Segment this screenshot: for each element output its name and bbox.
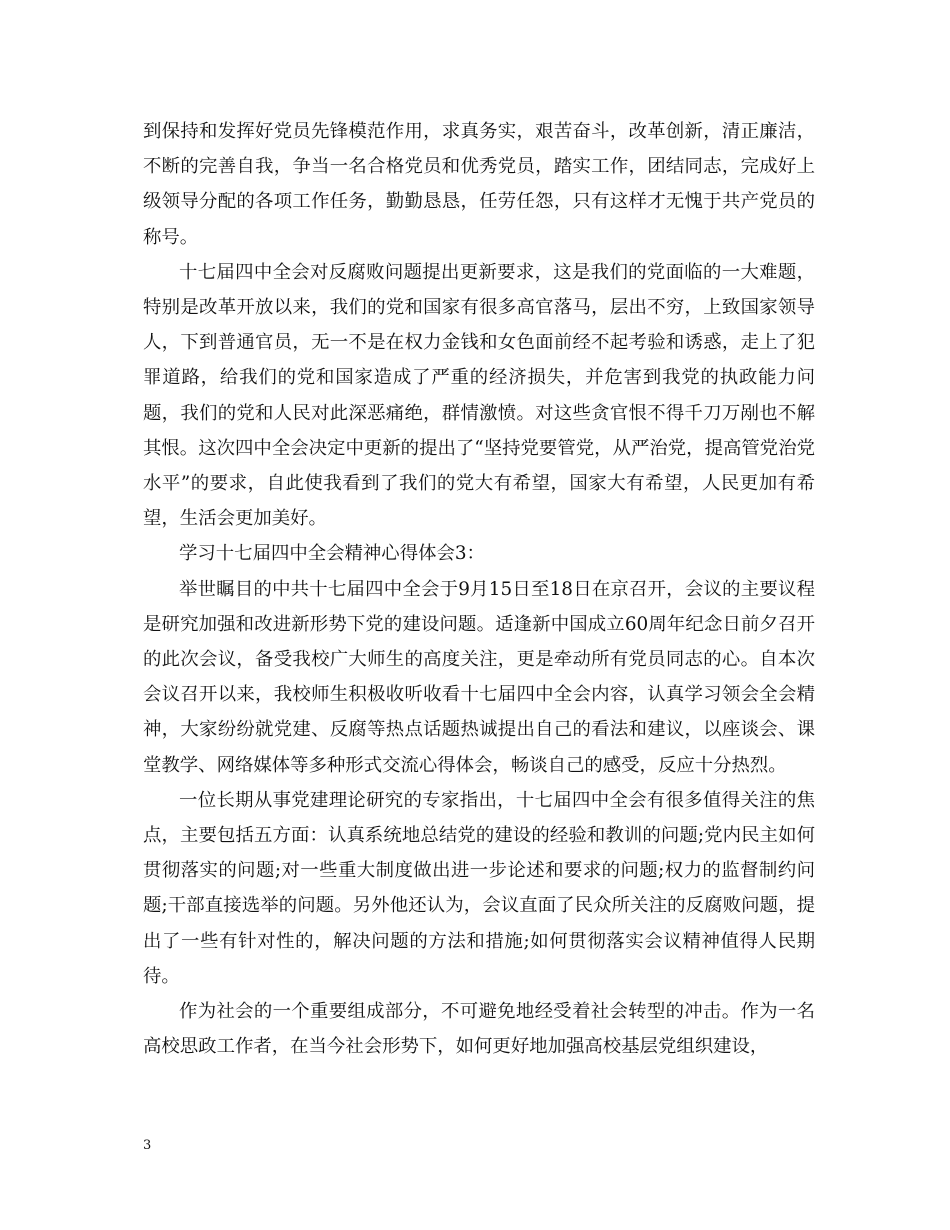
paragraph-4: 一位长期从事党建理论研究的专家指出，十七届四中全会有很多值得关注的焦点，主要包括五方面：认真系统地总结党的建设的经验和教训的问题;党内民主如何贯彻落实的问题;对一些重大制度做出进一步论述和要求的问题;权力的监督制约问题;干部直接选举的问题。另外他还认为，会议直面了民众所关注的反腐败问题，提出了一些有针对性的，解决问题的方法和措施;如何贯彻落实会议精神值得人民期待。 (143, 789, 815, 987)
paragraph-5: 作为社会的一个重要组成部分，不可避免地经受着社会转型的冲击。作为一名高校思政工作者，在当今社会形势下，如何更好地加强高校基层党组织建设， (143, 1001, 815, 1058)
paragraph-3: 举世瞩目的中共十七届四中全会于9月15日至18日在京召开，会议的主要议程是研究加强和改进新形势下党的建设问题。适逢新中国成立60周年纪念日前夕召开的此次会议，备受我校广大师生的高度关注，更是牵动所有党员同志的心。自本次会议召开以来，我校师生积极收听收看十七届四中全会内容，认真学习领会全会精神，大家纷纷就党建、反腐等热点话题热诚提出自己的看法和建议，以座谈会、课堂教学、网络媒体等多种形式交流心得体会，畅谈自己的感受，反应十分热烈。 (143, 578, 815, 776)
page-number: 3 (143, 1138, 152, 1153)
paragraph-1: 到保持和发挥好党员先锋模范作用，求真务实，艰苦奋斗，改革创新，清正廉洁，不断的完善自我，争当一名合格党员和优秀党员，踏实工作，团结同志，完成好上级领导分配的各项工作任务，勤勤恳恳，任劳任怨，只有这样才无愧于共产党员的称号。 (143, 121, 815, 248)
paragraph-2: 十七届四中全会对反腐败问题提出更新要求，这是我们的党面临的一大难题，特别是改革开放以来，我们的党和国家有很多高官落马，层出不穷，上致国家领导人，下到普通官员，无一不是在权力金钱和女色面前经不起考验和诱惑，走上了犯罪道路，给我们的党和国家造成了严重的经济损失，并危害到我党的执政能力问题，我们的党和人民对此深恶痛绝，群情激愤。对这些贪官恨不得千刀万剐也不解其恨。这次四中全会决定中更新的提出了“坚持党要管党，从严治党，提高管党治党水平”的要求，自此使我看到了我们的党大有希望，国家大有希望，人民更加有希望，生活会更加美好。 (143, 261, 815, 530)
section-heading: 学习十七届四中全会精神心得体会3： (179, 543, 485, 565)
document-body (143, 114, 815, 1064)
